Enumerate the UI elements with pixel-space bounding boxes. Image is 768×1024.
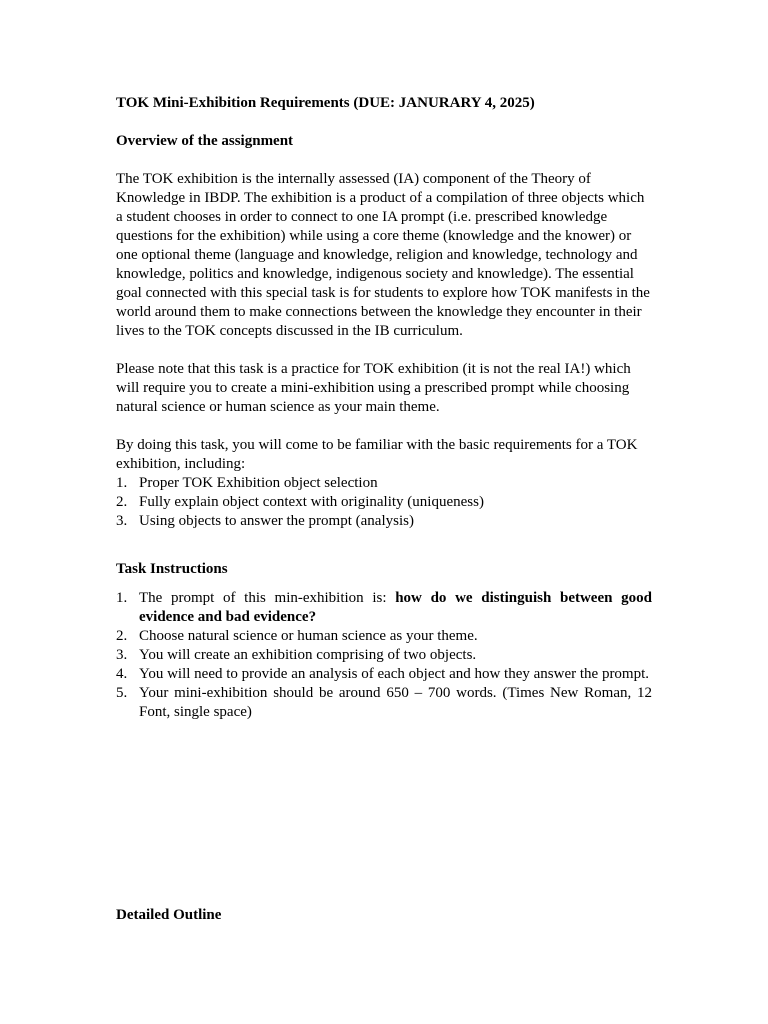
overview-heading: Overview of the assignment — [116, 133, 294, 149]
prompt-lead-text: The prompt of this min-exhibition is: — [139, 590, 396, 606]
list-number: 1. — [116, 475, 128, 491]
task-instructions-heading: Task Instructions — [116, 561, 228, 577]
list-number: 4. — [116, 666, 128, 682]
list-number: 3. — [116, 513, 128, 529]
list-item — [116, 512, 652, 531]
task-instructions-list — [116, 589, 652, 722]
list-item — [116, 589, 652, 627]
list-item — [116, 627, 652, 646]
prompt-question: how do we distinguish between good evidence and bad evidence? — [139, 590, 652, 625]
list-item — [116, 474, 652, 493]
list-text: You will create an exhibition comprising of two objects. — [139, 647, 477, 663]
list-text: Proper TOK Exhibition object selection — [139, 475, 378, 491]
list-item — [116, 493, 652, 512]
list-item — [116, 684, 652, 722]
list-text: Fully explain object context with originality (uniqueness) — [139, 494, 484, 510]
list-number: 2. — [116, 494, 128, 510]
requirements-list — [116, 474, 652, 531]
list-text: Choose natural science or human science as your theme. — [139, 628, 478, 644]
list-number: 3. — [116, 647, 128, 663]
list-item — [116, 665, 652, 684]
overview-paragraph-1: The TOK exhibition is the internally assessed (IA) component of the Theory of Knowledge in IBDP. The exhibition is a product of a compilation of three objects which a student chooses in order to connect to one IA prompt (i.e. prescribed knowledge questions for the exhibition) while using a core theme (knowledge and the knower) or one optional theme (language and knowledge, religion and knowledge, technology and knowledge, politics and knowledge, indigenous society and knowledge). The essential goal connected with this special task is for students to explore how TOK manifests in the world around them to make connections between the knowledge they encounter in their lives to the TOK concepts discussed in the IB curriculum. — [116, 171, 650, 339]
overview-paragraph-3: By doing this task, you will come to be familiar with the basic requirements for a TOK exhibition, including: — [116, 437, 638, 472]
list-text: Your mini-exhibition should be around 650 – 700 words. (Times New Roman, 12 Font, single space) — [139, 685, 652, 720]
overview-paragraph-2: Please note that this task is a practice for TOK exhibition (it is not the real IA!) which will require you to create a mini-exhibition using a prescribed prompt while choosing natural science or human science as your main theme. — [116, 361, 631, 415]
list-number: 2. — [116, 628, 128, 644]
list-text: Using objects to answer the prompt (analysis) — [139, 513, 414, 529]
list-number: 1. — [116, 590, 128, 606]
detailed-outline-heading: Detailed Outline — [116, 907, 222, 923]
document-title: TOK Mini-Exhibition Requirements (DUE: JANURARY 4, 2025) — [116, 95, 535, 111]
document-page — [116, 94, 652, 923]
list-number: 5. — [116, 685, 128, 701]
list-item — [116, 646, 652, 665]
list-text: You will need to provide an analysis of each object and how they answer the prompt. — [139, 666, 650, 682]
